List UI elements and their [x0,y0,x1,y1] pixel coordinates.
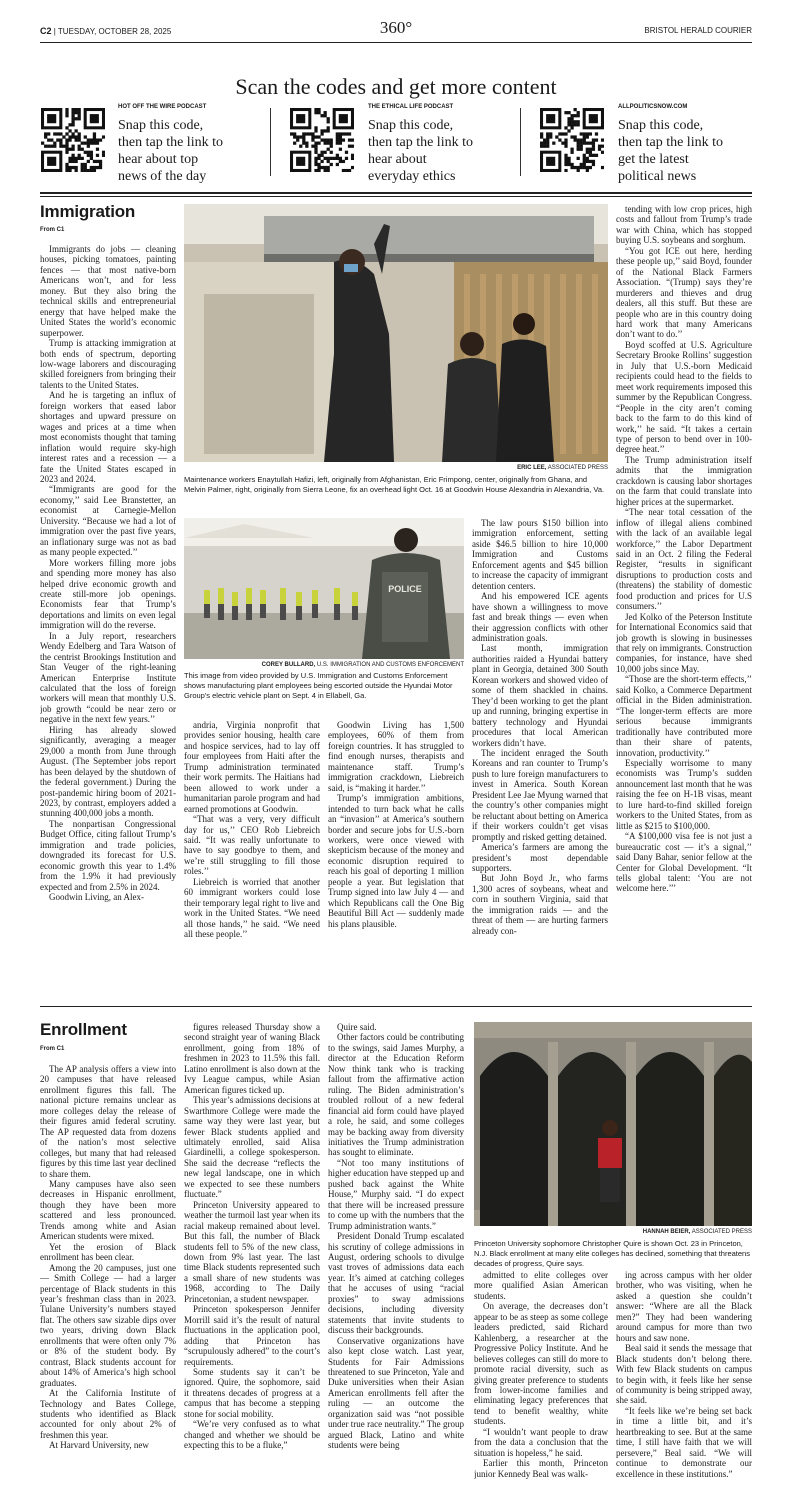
paragraph: Especially worrisome to many economists was Trump’s sudden announcement last month that he was raising the fee on H-1B visas, meant to lure hard-to-find skilled foreign workers to the United States, from as little as $215 to $100,000. [616,758,752,831]
paragraph: “Immigrants are good for the economy,’’ said Lee Branstetter, an economist at Carnegie-Mellon University. “Because we had a lot of immigration over the past five years, an inflationary surge was not as bad as many people expected.’’ [40,484,176,558]
promo-rule-thin [40,196,752,197]
paragraph: “I wouldn’t want people to draw from the data a conclusion that the situation is hopeless,” he said. [474,1426,608,1458]
paragraph: Other factors could be contributing to the swings, said James Murphy, a director at the Education Reform Now think tank who is tracking fallout from the affirmative action ruling. The Biden administration’s troubled rollout of a new federal financial aid form could have played a role, he said, and some colleges may be backing away from diversity initiatives the Trump administration has sought to eliminate. [328,1032,464,1158]
paragraph: Among the 20 campuses, just one — Smith College — had a larger percentage of Black students in this year’s freshman class than in 2023. Tulane University’s numbers stayed flat. The others saw sizable dips over two years, driving down Black enrollments that were often only 7% or 8% of the student body. By contrast, Black students account for about 14% of America’s high school graduates. [40,1262,176,1388]
credit-name: HANNAH BEIER, [642,1229,691,1235]
immigration-col-4 [472,518,608,1000]
paragraph: “The near total cessation of the inflow of illegal aliens combined with the lack of an available legal workforce,’’ the Labor Department said in an Oct. 2 filing the Federal Register, “results in significant disruptions to production costs and (threatens) the stability of domestic food production and prices for U.S consumers.’’ [616,507,752,612]
immigration-col-3 [328,720,464,1000]
paragraph: And his empowered ICE agents have shown a willingness to move fast and break things — even when their aggression conflicts with other administration goals. [472,591,608,643]
vest-label: POLICE [388,584,422,594]
paragraph: Many campuses have also seen decreases in Hispanic enrollment, though they have been more scattered and less pronounced. Trends among white and Asian American students were mixed. [40,1178,176,1242]
promo-text-1: Snap this code, then tap the link to hear about top news of the day [118,118,223,184]
paragraph: The Trump administration itself admits that the immigration crackdown is causing labor shortages on the farm that could translate into higher prices at the supermarket. [616,454,752,507]
paragraph: This year’s admissions decisions at Swarthmore College were made the same way they were last year, but fewer Black students applied and ultimately enrolled, said Alisa Giardinelli, a college spokesperson. She said the decrease “reflects the new legal landscape, one in which we expected to see these numbers fluctuate.” [184,1095,320,1200]
immigration-col-2 [184,720,320,1000]
immigration-col-1 [40,244,176,999]
folio-rule [40,42,752,43]
paragraph: But John Boyd Jr., who farms 1,300 acres of soybeans, wheat and corn in southern Virginia, said that the immigration raids — and the threat of them — are hurting farmers already con- [472,873,608,936]
photo-caption-2: This image from video provided by U.S. Immigration and Customs Enforcement shows manufacturing plant employees being escorted outside the Hyundai Motor Group's electric vehicle plant on Sept. 4 in Ellabell, Ga. [184,671,453,700]
paragraph: Conservative organizations have also kept close watch. Last year, Students for Fair Admissions threatened to sue Princeton, Yale and Duke universities when their Asian American enrollments fell after the ruling — an outcome the organization said was “not possible under true race neutrality.” The group argued Black, Latino and white students were being [328,1335,464,1451]
paragraph: At Harvard University, new [49,1440,149,1451]
section-name: 360° [379,18,413,37]
paragraph: “It feels like we’re being set back in time a little bit, and it’s heartbreaking to see. But at the same time, I still have faith that we will persevere,” Beal said. “We will continue to demonstrate our excellence in these institutions.” [616,1405,752,1479]
paragraph: At the California Institute of Technology and Bates College, students who identified as Black accounted for only about 2% of freshmen this year. [40,1388,176,1440]
promo-rule [40,192,752,194]
paragraph: Jed Kolko of the Peterson Institute for International Economics said that job growth is slowing in businesses that rely on immigrants. Construction companies, for instance, have shed 10,000 jobs since May. [616,611,752,674]
promo-title: Scan the codes and get more content [235,74,557,99]
paragraph: The law pours $150 billion into immigration enforcement, setting aside $46.5 billion to hire 10,000 Immigration and Customs Enforcement agents and $45 billion to increase the capacity of immigrant detention centers. [472,518,608,591]
paragraph: “You got ICE out here, herding these people up,’’ said Boyd, founder of the National Black Farmers Association. “(Trump) says they’re murderers and thieves and drug dealers, all this stuff. But these are people who are in this country doing hard work that many Americans don’t want to do.’’ [616,245,752,340]
credit-name: ERIC LEE, [517,465,547,471]
enrollment-col-2 [184,1022,320,1506]
promo-tag-3: ALLPOLITICSNOW.COM [618,104,688,110]
paragraph: Boyd scoffed at U.S. Agriculture Secretary Brooke Rollins’ suggestion in July that U.S.-born Medicaid recipients could head to the fields to meet work requirements imposed this summer by the Republican Congress. “People in the city aren’t coming back to the farm to do this kind of work,’’ he said. “It takes a certain type of person to bend over in 100-degree heat.’’ [616,339,752,455]
promo-divider [520,108,521,176]
enrollment-col-5 [616,1270,752,1506]
photo-credit-1 [184,465,608,471]
credit-org: ASSOCIATED PRESS [691,1229,752,1235]
paragraph: In a July report, researchers Wendy Edelberg and Tara Watson of the centrist Brookings Institution and Stan Veuger of the right-leaning American Enterprise Institute calculated that the loss of foreign workers will mean that monthly U.S. job growth “could be near zero or negative in the next few years.’’ [40,630,176,725]
promo-tag-2: THE ETHICAL LIFE PODCAST [368,104,454,110]
enrollment-headline: Enrollment [40,1020,127,1039]
paragraph: Earlier this month, Princeton junior Kennedy Beal was walk- [474,1458,608,1479]
enrollment-photo-quire [474,1022,752,1226]
page-folio [40,18,752,38]
paragraph: The incident enraged the South Koreans and ran counter to Trump’s push to lure foreign manufacturers to invest in America. South Korean President Lee Jae Myung warned that the country’s other companies might be reluctant about betting on America if their workers couldn’t get visas promptly and risked getting detained. [472,747,608,842]
photo-caption-3: Princeton University sophomore Christopher Quire is shown Oct. 23 in Princeton, N.J. Black enrollment at many elite colleges has declined, something that threatens decades of progress, Quire says. [474,1239,750,1268]
paragraph: Immigrants do jobs — cleaning houses, picking tomatoes, painting fences — that most native-born Americans won’t, and for less money. But they also bring the technical skills and entrepreneurial energy that have helped make the United States the world’s economic superpower. [40,244,176,338]
paragraph: ing across campus with her older brother, who was visiting, when he asked a question she couldn’t answer: “Where are all the Black men?” They had been wandering around campus for more than two hours and saw none. [616,1270,752,1343]
paragraph: Trump’s immigration ambitions, intended to turn back what he calls an “invasion’’ at America’s southern border and secure jobs for U.S.-born workers, were once viewed with skepticism because of the money and economic disruption required to reach his goal of deporting 1 million people a year. But legislation that Trump signed into law July 4 — and which Republicans call the One Big Beautiful Bill Act — suddenly made his plans plausible. [328,793,464,929]
paragraph: “Those are the short-term effects,’’ said Kolko, a Commerce Department official in the Biden administration. “The longer-term effects are more serious because immigrants traditionally have contributed more than their share of patents, innovation, productivity.’’ [616,674,752,758]
credit-org: ASSOCIATED PRESS [547,465,608,471]
paragraph: Trump is attacking immigration at both ends of spectrum, deporting low-wage laborers and discouraging skilled foreigners from bringing their talents to the United States. [40,338,176,390]
enrollment-col-4 [474,1270,608,1506]
paragraph: “Not too many institutions of higher education have stepped up and pushed back against the White House,” Murphy said. “I do expect that there will be increased pressure to come up with the numbers that the Trump administration wants.” [328,1157,464,1231]
folio-left: C2 | TUESDAY, OCTOBER 28, 2025 [40,26,172,36]
paragraph: andria, Virginia nonprofit that provides senior housing, health care and hospice services, had to lay off four employees from Haiti after the Trump administration terminated their work permits. The Haitians had been allowed to work under a humanitarian parole program and had earned promotions at Goodwin. [184,720,320,814]
paragraph: The nonpartisan Congressional Budget Office, citing fallout Trump’s immigration and trade policies, downgraded its forecast for U.S. economic growth this year to 1.4% from the 1.9% it had previously expected and from 2.5% in 2024. [40,818,176,892]
promo-tag-1: HOT OFF THE WIRE PODCAST [118,104,207,110]
paragraph: President Donald Trump escalated his scrutiny of college admissions in August, ordering schools to divulge vast troves of admissions data each year. It’s aimed at catching colleges that he accuses of using “racial proxies” to sway admissions decisions, including diversity statements that invite students to discuss their backgrounds. [328,1231,464,1336]
paragraph: Hiring has already slowed significantly, averaging a meager 29,000 a month from June through August. (The September jobs report has been delayed by the shutdown of the federal government.) During the post-pandemic hiring boom of 2021-2023, by contrast, employers added a stunning 400,000 jobs a month. [40,724,176,819]
paragraph: figures released Thursday show a second straight year of waning Black enrollment, going from 18% of freshmen in 2023 to 11.5% this fall. Latino enrollment is also down at the Ivy League campus, while Asian American figures ticked up. [184,1022,320,1095]
paragraph: The AP analysis offers a view into 20 campuses that have released enrollment figures this fall. The national picture remains unclear as more colleges delay the release of their figures amid federal scrutiny. The AP requested data from dozens of the nation’s most selective colleges, but many that had released figures by this time last year declined to share them. [40,1064,176,1179]
qr-code-3[interactable] [540,108,604,172]
enrollment-jump-line: From C1 [40,1046,65,1052]
paragraph: Princeton spokesperson Jennifer Morrill said it’s the result of natural fluctuations in the application pool, adding that Princeton has “scrupulously adhered” to the court’s requirements. [184,1304,320,1367]
story-divider [40,1006,752,1007]
photo-credit-3 [474,1229,752,1235]
paragraph: “A $100,000 visa fee is not just a bureaucratic cost — it’s a signal,’’ said Dany Bahar, senior fellow at the Center for Global Development. “It tells global talent: ‘You are not welcome here.’’’ [616,831,752,894]
paragraph: America’s farmers are among the president’s most dependable supporters. [472,842,608,873]
promo-text-2: Snap this code, then tap the link to hear about everyday ethics [368,118,473,184]
folio-date: TUESDAY, OCTOBER 28, 2025 [57,27,172,36]
paragraph: “We’re very confused as to what changed and whether we should be expecting this to be a fluke,” [184,1419,320,1451]
qr-code-1[interactable] [41,108,105,172]
paragraph: On average, the decreases don’t appear to be as steep as some college leaders predicted, said Richard Kahlenberg, a researcher at the Progressive Policy Institute. And he believes colleges can still do more to promote racial diversity, such as giving greater preference to students from lower-income families and eliminating legacy preferences that tend to benefit wealthy, white students. [474,1301,608,1427]
paragraph: Quire said. [337,1022,377,1032]
paragraph: Princeton University appeared to weather the turmoil last year when its racial makeup remained about level. But this fall, the number of Black students fell to 5% of the new class, down from 9% last year. The last time Black students represented such a small share of new students was 1968, according to The Daily Princetonian, a student newspaper. [184,1199,320,1304]
promo-divider [270,108,271,176]
paragraph: Goodwin Living has 1,500 employees, 60% of them from foreign countries. It has struggled to find enough nurses, therapists and maintenance staff. Trump’s immigration crackdown, Liebreich said, is “making it harder.’’ [328,720,464,793]
paragraph: tending with low crop prices, high costs and fallout from Trump’s trade war with China, which has stopped buying U.S. soybeans and sorghum. [616,204,752,246]
paragraph: Liebreich is worried that another 60 immigrant workers could lose their temporary legal right to live and work in the United States. “We need all those hands,’’ he said. “We need all these people.’’ [184,876,320,940]
immigration-jump-line: From C1 [40,227,65,233]
paragraph: Last month, immigration authorities raided a Hyundai battery plant in Georgia, detained 300 South Korean workers and showed video of some of them shackled in chains. They’d been working to get the plant up and running, bringing expertise in battery technology and Hyundai procedures that local American workers didn’t have. [472,643,608,748]
paragraph: Yet the erosion of Black enrollment has been clear. [40,1241,176,1263]
enrollment-col-3 [328,1022,464,1506]
qr-code-2[interactable] [290,108,354,172]
credit-org: U.S. IMMIGRATION AND CUSTOMS ENFORCEMENT [316,662,464,668]
immigration-headline: Immigration [40,202,136,221]
paragraph: Some students say it can’t be ignored. Quire, the sophomore, said it threatens decades of progress at a campus that has become a stepping stone for social mobility. [184,1366,320,1419]
paragraph: Goodwin Living, an Alex- [49,892,144,903]
enrollment-col-1 [40,1064,176,1506]
immigration-photo-workers [184,204,608,462]
credit-name: COREY BULLARD, [261,662,316,668]
paragraph: Beal said it sends the message that Black students don’t belong there. With few Black students on campus to begin with, it feels like her sense of community is being stripped away, she said. [616,1343,752,1406]
photo-credit-2 [184,662,464,668]
paragraph: “That was a very, very difficult day for us,’’ CEO Rob Liebreich said. “It was really unfortunate to have to say goodbye to them, and we’re still struggling to fill those roles.’’ [184,814,320,877]
immigration-col-5 [616,204,752,1000]
immigration-photo-raid [184,518,464,659]
paragraph: And he is targeting an influx of foreign workers that eased labor shortages and upward pressure on wages and prices at a time when most economists thought that taming inflation would require sky-high interest rates and a recession — a fate the United States escaped in 2023 and 2024. [40,390,176,484]
paragraph: admitted to elite colleges over more qualified Asian American students. [474,1270,608,1301]
paper-name: BRISTOL HERALD COURIER [644,26,752,35]
page-number: C2 [40,26,52,36]
promo-text-3: Snap this code, then tap the link to get the latest political news [618,118,723,184]
photo-caption-1: Maintenance workers Enaytullah Hafizi, left, originally from Afghanistan, Eric Frimpong, center, originally from Ghana, and Melvin Palmer, right, originally from Sierra Leone, fix an overhead light Oct. 16 at Goodwin House Alexandria in Alexandria, Va. [184,475,605,494]
paragraph: More workers filling more jobs and spending more money has also helped drive economic growth and create still-more job openings. Economists fear that Trump’s deportations and limits on even legal immigration will do the reverse. [40,557,176,631]
